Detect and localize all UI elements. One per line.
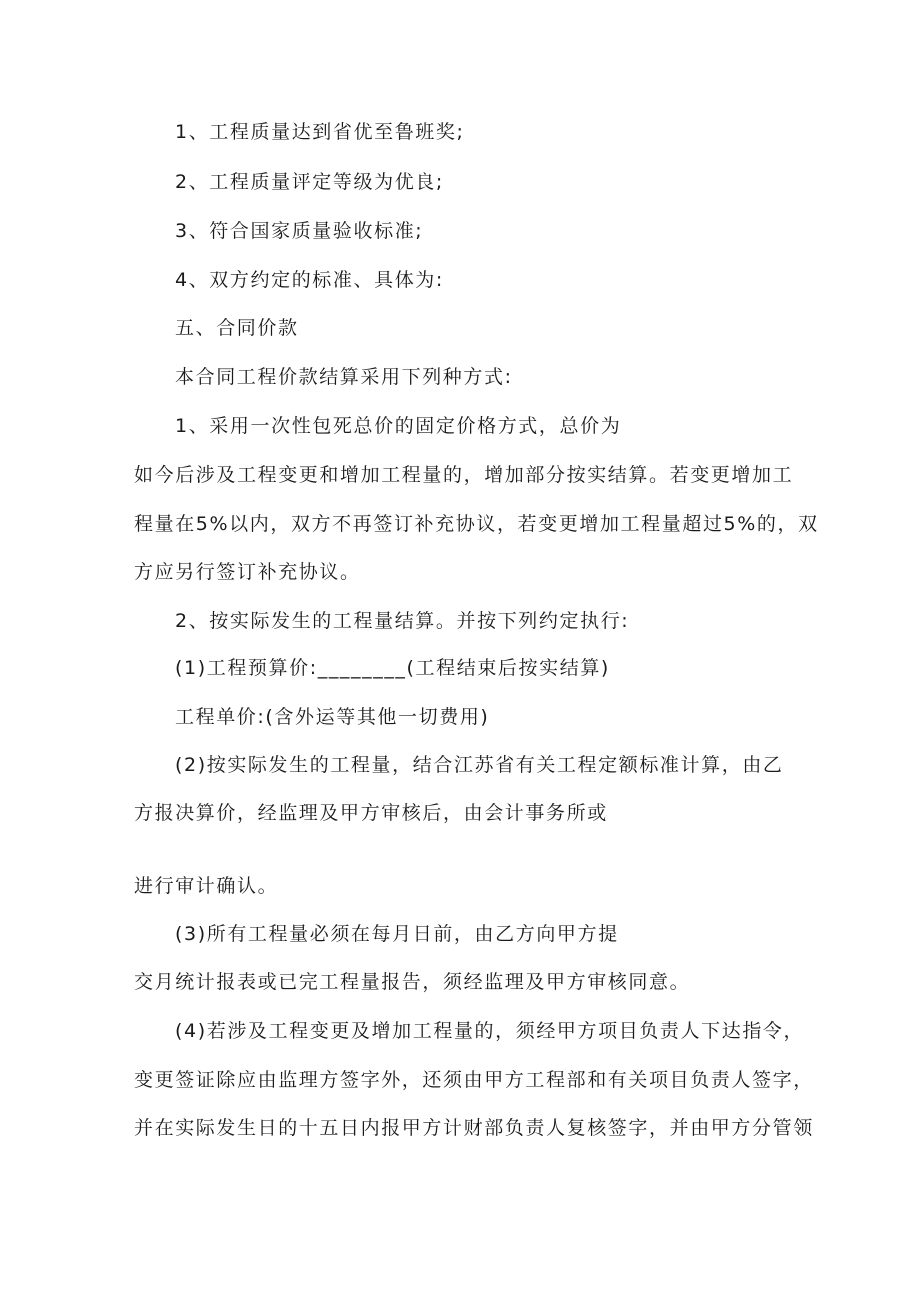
quality-item-4: 4、双方约定的标准、具体为: bbox=[175, 269, 444, 291]
clause-4-cont-1: 变更签证除应由监理方签字外，还须由甲方工程部和有关项目负责人签字， bbox=[134, 1069, 814, 1091]
clause-2-cont-2: 进行审计确认。 bbox=[134, 875, 279, 897]
clause-4-cont-2: 并在实际发生日的十五日内报甲方计财部负责人复核签字，并由甲方分管领 bbox=[134, 1117, 814, 1139]
clause-2: (2)按实际发生的工程量，结合江苏省有关工程定额标准计算，由乙 bbox=[175, 754, 784, 776]
clause-3: (3)所有工程量必须在每月日前，由乙方向甲方提 bbox=[175, 923, 619, 945]
paragraph-option-1-cont-1: 如今后涉及工程变更和增加工程量的，增加部分按实结算。若变更增加工 bbox=[134, 464, 794, 486]
clause-1-budget-price: (1)工程预算价:________(工程结束后按实结算) bbox=[175, 657, 610, 679]
paragraph-option-1-cont-2: 程量在5%以内，双方不再签订补充协议，若变更增加工程量超过5%的，双 bbox=[134, 513, 819, 535]
quality-item-3: 3、符合国家质量验收标准; bbox=[175, 220, 424, 242]
quality-item-1: 1、工程质量达到省优至鲁班奖; bbox=[175, 121, 465, 143]
clause-4: (4)若涉及工程变更及增加工程量的，须经甲方项目负责人下达指令， bbox=[175, 1020, 805, 1042]
clause-unit-price: 工程单价:(含外运等其他一切费用) bbox=[175, 706, 490, 728]
clause-3-cont: 交月统计报表或已完工程量报告，须经监理及甲方审核同意。 bbox=[134, 971, 691, 993]
section-heading-contract-price: 五、合同价款 bbox=[175, 317, 299, 339]
clause-2-cont: 方报决算价，经监理及甲方审核后，由会计事务所或 bbox=[134, 802, 608, 824]
paragraph-option-1-cont-3: 方应另行签订补充协议。 bbox=[134, 561, 361, 583]
paragraph-settlement-method: 本合同工程价款结算采用下列种方式: bbox=[175, 366, 513, 388]
quality-item-2: 2、工程质量评定等级为优良; bbox=[175, 171, 444, 193]
paragraph-option-1: 1、采用一次性包死总价的固定价格方式，总价为 bbox=[175, 415, 622, 437]
paragraph-option-2: 2、按实际发生的工程量结算。并按下列约定执行: bbox=[175, 610, 630, 632]
